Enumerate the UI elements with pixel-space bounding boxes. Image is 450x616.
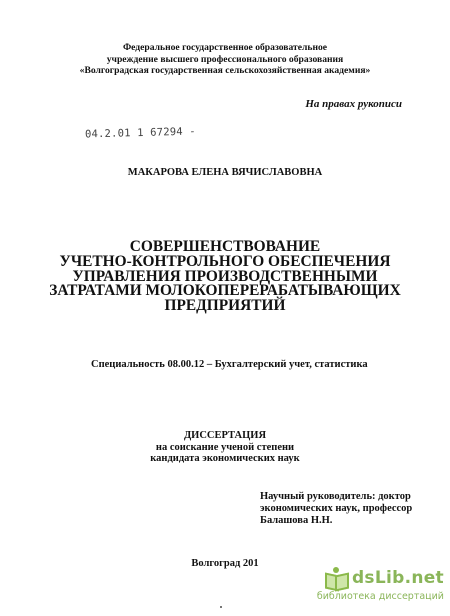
- watermark-logo[interactable]: dsLib.net: [351, 568, 444, 588]
- watermark-caption: библиотека диссертаций: [316, 591, 444, 602]
- degree-line: кандидата экономических наук: [150, 453, 300, 464]
- dissertation-heading: ДИССЕРТАЦИЯ: [183, 430, 267, 441]
- scan-speck: [220, 606, 222, 608]
- institution-line: Федеральное государственное образовательное: [122, 42, 328, 53]
- author-name: МАКАРОВА ЕЛЕНА ВЯЧИСЛАВОВНА: [127, 167, 323, 178]
- degree-line: на соискание ученой степени: [155, 441, 295, 453]
- institution-line: учреждение высшего профессионального образования: [106, 53, 344, 65]
- supervisor-block: [260, 491, 412, 527]
- supervisor-name: Балашова Н.Н.: [260, 515, 333, 526]
- city-year: Волгоград 201: [191, 558, 259, 569]
- supervisor-line: экономических наук, профессор: [260, 503, 413, 514]
- title-line: ЗАТРАТАМИ МОЛОКОПЕРЕРАБАТЫВАЮЩИХ: [49, 282, 401, 300]
- institution-line: «Волгоградская государственная сельскохозяйственная академия»: [79, 65, 371, 76]
- watermark-row: [296, 566, 444, 590]
- manuscript-note: На правах рукописи: [305, 98, 402, 110]
- archive-stamp: 04.2.01 1 67294 -: [84, 125, 197, 141]
- title-line: УПРАВЛЕНИЯ ПРОИЗВОДСТВЕННЫМИ: [72, 267, 378, 285]
- supervisor-line: Научный руководитель: доктор: [260, 491, 411, 502]
- watermark[interactable]: [296, 566, 444, 610]
- title-line: ПРЕДПРИЯТИЙ: [164, 297, 286, 315]
- title-line: СОВЕРШЕНСТВОВАНИЕ: [129, 238, 321, 255]
- dissertation-title: [0, 240, 450, 314]
- book-reader-icon: [324, 566, 348, 590]
- institution-header: [0, 42, 450, 77]
- title-line: УЧЕТНО-КОНТРОЛЬНОГО ОБЕСПЕЧЕНИЯ: [59, 252, 391, 270]
- specialty-line: Специальность 08.00.12 – Бухгалтерский учет, статистика: [91, 359, 368, 370]
- dissertation-block: [0, 430, 450, 465]
